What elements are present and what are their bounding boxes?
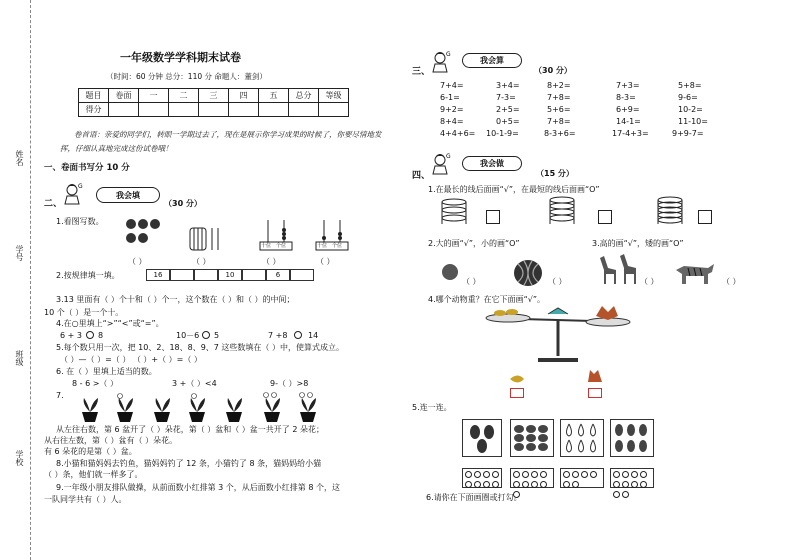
section4-badge: 我会做 (462, 156, 522, 171)
q2-8-text-line1: 8.小猫和猫妈妈去钓鱼，猫妈妈钓了 12 条，小猫钓了 8 条，猫妈妈给小猫 (56, 459, 322, 468)
calc-item: 0+5= (496, 117, 520, 126)
coiled-line-image (654, 196, 688, 228)
section2-number: 二、 (44, 199, 63, 209)
school-label: 学校 (15, 450, 24, 466)
q2-5-equations[interactable]: （ ）—（ ）=（ ） （ ）+（ ）=（ ） (60, 355, 202, 364)
q2-9-text-line1: 9.一年级小朋友排队做操，从前面数小红排第 3 个，从后面数小红排第 8 个，这 (56, 483, 340, 492)
abacus-ones-label: 个位 (332, 243, 343, 249)
page-title: 一年级数学学科期末试卷 (120, 51, 241, 64)
q2-9-text-line2: 一队同学共有（ ）人。 (44, 495, 127, 504)
calc-item: 8+4= (440, 117, 464, 126)
match-card-dots[interactable] (560, 468, 604, 488)
answer-box[interactable] (588, 388, 602, 398)
abacus-tens-label: 十位 (261, 243, 272, 249)
section3-badge: 我会算 (462, 53, 522, 68)
calc-item: 7+3= (616, 81, 640, 90)
score-cell: 等级 (319, 89, 349, 103)
exam-meta: （时间：60 分钟 总分：110 分 命题人：董剑） (106, 72, 267, 81)
q2-1-text: 1.看图写数。 (56, 217, 104, 226)
score-cell: 三 (199, 89, 229, 103)
name-label: 姓名 (15, 150, 24, 166)
score-input[interactable] (319, 103, 349, 117)
calc-item: 8-3+6= (544, 129, 576, 138)
match-card-melons[interactable] (510, 419, 554, 457)
watermelon-image (512, 258, 544, 288)
small-ball-image (440, 262, 460, 282)
answer-box[interactable] (698, 210, 712, 224)
answer-blank[interactable]: （ ） (192, 257, 211, 266)
notice-text: 卷首语：亲爱的同学们，转眼一学期过去了，现在是展示你学习成果的时候了，你要尽情地发挥，仔细认真地完成这份试卷哦！ (60, 130, 382, 153)
score-input[interactable] (199, 103, 229, 117)
answer-blank[interactable]: （ ） (462, 277, 481, 286)
pear-icon (561, 420, 603, 456)
answer-blank[interactable]: （ ） (722, 277, 741, 286)
score-input[interactable] (139, 103, 169, 117)
q2-7-text-line1: 从左往右数，第 6 盆开了（ ）朵花，第（ ）盆和（ ）盆一共开了 2 朵花； (56, 425, 324, 434)
score-input[interactable] (169, 103, 199, 117)
match-card-pears[interactable] (560, 419, 604, 457)
calc-item: 3+4= (496, 81, 520, 90)
calc-item: 7+4= (440, 81, 464, 90)
pattern-cell-blank[interactable] (194, 269, 218, 281)
melon-icon (511, 420, 553, 456)
cat-image (584, 366, 606, 386)
calc-item: 8+2= (547, 81, 571, 90)
answer-box[interactable] (510, 388, 524, 398)
calc-item: 9-6= (678, 93, 698, 102)
score-cell: 卷面 (109, 89, 139, 103)
q2-3-text-line2: 10 个（ ）是一个十。 (44, 308, 124, 317)
score-table-header-row (79, 89, 349, 103)
calc-item: 7+8= (547, 117, 571, 126)
abacus-tens-label: 十位 (317, 243, 328, 249)
match-card-dots[interactable] (610, 468, 654, 488)
answer-blank[interactable]: （ ） (548, 277, 567, 286)
fish-image (508, 372, 528, 386)
q2-7-number: 7. (56, 391, 64, 400)
q2-8-text-line2: （ ）条，他们就一样多了。 (44, 470, 143, 479)
calc-item: 6-1= (440, 93, 460, 102)
section2-badge: 我会填 (96, 187, 160, 203)
match-card-leaves[interactable] (610, 419, 654, 457)
calc-item: 4+4+6= (440, 129, 476, 138)
q4-4-text: 4.哪个动物重？在它下面画“√”。 (428, 295, 546, 304)
svg-text:G: G (78, 183, 83, 190)
section4-number: 四、 (412, 171, 431, 181)
match-card-dots[interactable] (510, 468, 554, 488)
cartoon-boy-icon (60, 182, 86, 206)
svg-text:G: G (446, 153, 451, 160)
score-cell: 得分 (79, 103, 109, 117)
calc-item: 5+6= (547, 105, 571, 114)
calc-item: 6+9= (616, 105, 640, 114)
section2-score: （30 分） (164, 199, 202, 208)
peaches-image (124, 216, 164, 246)
calc-item: 8-3= (616, 93, 636, 102)
score-cell: 总分 (289, 89, 319, 103)
compare-circle[interactable] (86, 331, 94, 339)
calc-item: 10-2= (678, 105, 703, 114)
score-input[interactable] (109, 103, 139, 117)
calc-item: 14-1= (616, 117, 641, 126)
score-input[interactable] (259, 103, 289, 117)
compare-right-expr: 5 (214, 331, 220, 340)
section3-score: （30 分） (534, 66, 572, 75)
compare-right-expr: 8 (98, 331, 104, 340)
pineapple-icon (463, 420, 501, 456)
cartoon-boy-icon (428, 152, 454, 176)
calc-item: 7-3= (496, 93, 516, 102)
giraffe-image (596, 254, 638, 286)
q2-6-text: 6. 在（ ）里填上适当的数。 (56, 367, 157, 376)
calc-item: 9+2= (440, 105, 464, 114)
q4-5-text: 5.连一连。 (412, 403, 452, 412)
pattern-cell: 6 (266, 269, 290, 281)
coiled-line-image (546, 196, 580, 228)
q4-3-text: 3.高的画“√”，矮的画“O” (592, 239, 684, 248)
answer-blank[interactable]: （ ） (128, 257, 147, 266)
cartoon-boy-icon (428, 50, 454, 74)
balance-scale-image (478, 304, 638, 364)
leaf-icon (611, 420, 653, 456)
q4-1-text: 1.在最长的线后面画“√”，在最短的线后面画“O” (428, 185, 600, 194)
compare-circle[interactable] (294, 331, 302, 339)
q4-6-text: 6.请你在下面画圈或打勾。 (426, 493, 522, 502)
fill-inequality[interactable]: 9-（ ）>8 (270, 379, 309, 388)
answer-blank[interactable]: （ ） (316, 257, 335, 266)
score-cell: 二 (169, 89, 199, 103)
calc-item: 7+8= (547, 93, 571, 102)
compare-right-expr: 14 (308, 331, 319, 340)
section3-number: 三、 (412, 67, 431, 77)
score-input[interactable] (229, 103, 259, 117)
score-cell: 四 (229, 89, 259, 103)
score-input[interactable] (289, 103, 319, 117)
flower-pots-image (78, 390, 328, 424)
pattern-cell-blank[interactable] (290, 269, 314, 281)
match-card-dots[interactable] (462, 468, 502, 488)
fill-inequality[interactable]: 3 +（ ）<4 (172, 379, 217, 388)
sticks-bundle-image (188, 226, 226, 252)
answer-box[interactable] (598, 210, 612, 224)
q2-4-text: 4.在○里填上“>”“<”或“=”。 (56, 319, 164, 328)
calc-item: 5+8= (678, 81, 702, 90)
compare-left-expr: 10－6 (176, 331, 200, 340)
student-id-label: 学号 (15, 245, 24, 261)
score-cell: 一 (139, 89, 169, 103)
score-table-score-row (79, 103, 349, 117)
score-cell: 题目 (79, 89, 109, 103)
calc-item: 11-10= (678, 117, 708, 126)
q2-3-text-line1: 3.13 里面有（ ）个十和（ ）个一，这个数在（ ）和（ ）的中间； (56, 295, 295, 304)
pattern-cell: 16 (146, 269, 170, 281)
compare-circle[interactable] (202, 331, 210, 339)
pattern-cell-blank[interactable] (170, 269, 194, 281)
calc-item: 17-4+3= (612, 129, 649, 138)
abacus-ones-label: 个位 (276, 243, 287, 249)
section4-score: （15 分） (536, 169, 574, 178)
calc-item: 9+9-7= (672, 129, 704, 138)
q2-7-text-line2: 从右往左数，第（ ）盆有（ ）朵花。 (44, 436, 178, 445)
compare-left-expr: 7 +8 (268, 331, 288, 340)
match-card-pineapples[interactable] (462, 419, 502, 457)
svg-text:G: G (446, 51, 451, 58)
compare-left-expr: 6 + 3 (60, 331, 82, 340)
tiger-image (672, 260, 716, 286)
section1-title: 一、卷面书写分 10 分 (44, 163, 130, 173)
answer-box[interactable] (486, 210, 500, 224)
calc-item: 2+5= (496, 105, 520, 114)
answer-blank[interactable]: （ ） (640, 277, 659, 286)
pattern-cell-blank[interactable] (242, 269, 266, 281)
score-table (78, 88, 349, 117)
coiled-line-image (438, 198, 472, 228)
q2-5-text: 5.每个数只用一次，把 10、2、18、8、9、7 这些数填在（ ）中，使算式成立。 (56, 343, 344, 352)
calc-item: 10-1-9= (486, 129, 519, 138)
q2-2-text: 2.按规律填一填。 (56, 271, 120, 280)
answer-blank[interactable]: （ ） (262, 257, 281, 266)
q2-7-text-line3: 有 6 朵花的是第（ ）盆。 (44, 447, 137, 456)
class-label: 班级 (15, 350, 24, 366)
q4-2-text: 2.大的画“√”，小的画“O” (428, 239, 520, 248)
fill-inequality[interactable]: 8 - 6 >（ ） (72, 379, 118, 388)
binding-line (30, 0, 31, 560)
pattern-cell: 10 (218, 269, 242, 281)
score-cell: 五 (259, 89, 289, 103)
